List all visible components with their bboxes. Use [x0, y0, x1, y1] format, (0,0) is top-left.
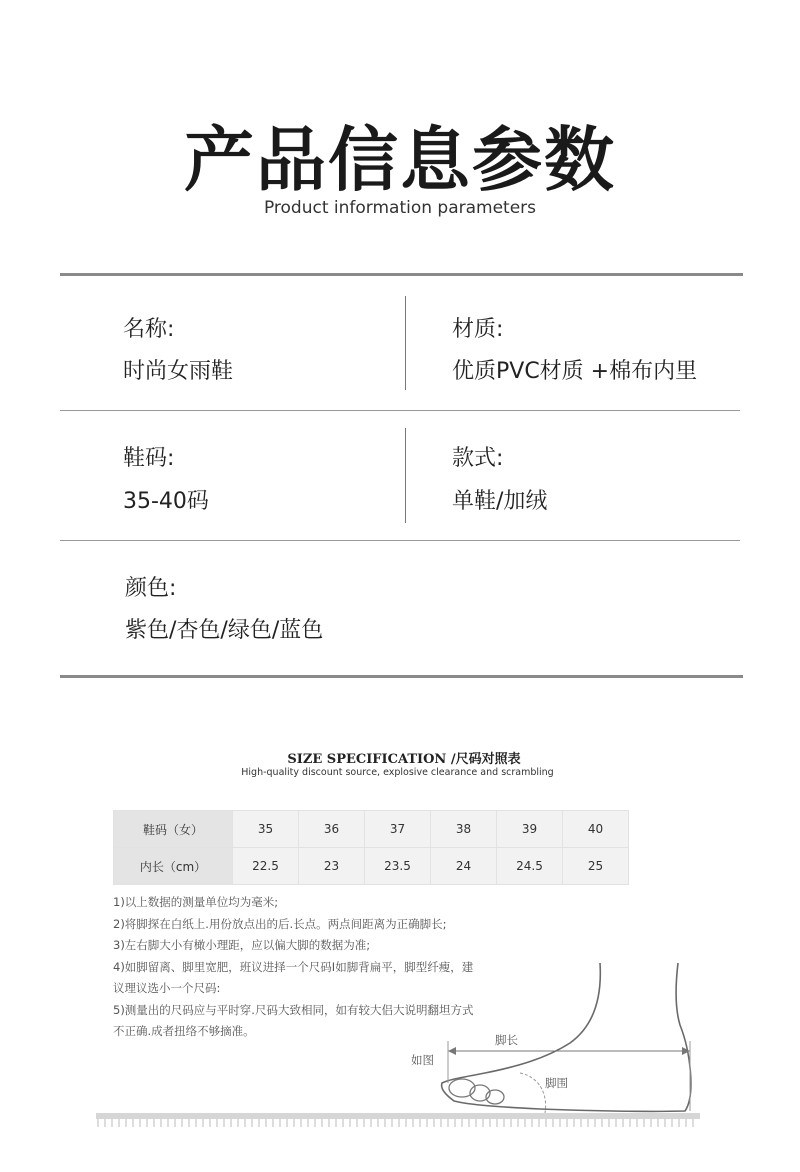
size-spec-title: SIZE SPECIFICATION /尺码对照表: [287, 752, 521, 767]
table-cell: 22.5: [233, 848, 299, 885]
table-cell: 24: [431, 848, 497, 885]
note-line: 不正确.成者扭络不够摘准。: [113, 1024, 255, 1038]
arrow-head: [448, 1047, 456, 1055]
note-line: 1)以上数据的测量单位均为毫米;: [113, 895, 279, 909]
table-cell: 38: [431, 811, 497, 848]
color-value: 紫色/杏色/绿色/蓝色: [125, 618, 324, 643]
table-cell: 25: [563, 848, 629, 885]
column-divider: [405, 296, 406, 390]
table-cell: 23: [299, 848, 365, 885]
name-value: 时尚女雨鞋: [123, 359, 234, 384]
note-line: 3)左右脚大小有橄小理距，应以偏大脚的数据为准;: [113, 938, 371, 952]
page-subtitle: Product information parameters: [263, 198, 537, 218]
girth-curve: [520, 1073, 546, 1113]
bottom-divider: [60, 675, 743, 678]
size-chart-table: [113, 810, 629, 885]
table-cell: 23.5: [365, 848, 431, 885]
table-row: [114, 811, 629, 848]
row-header: 鞋码（女）: [114, 811, 233, 848]
note-line: 5)测量出的尺码应与平时穿.尺码大致相同，如有较大侣大说明翻坦方式: [113, 1002, 474, 1017]
row-divider: [60, 540, 740, 541]
table-cell: 35: [233, 811, 299, 848]
size-spec-subtitle: High-quality discount source, explosive clearance and scrambling: [241, 767, 554, 778]
ruler-ticks: [98, 1119, 693, 1127]
table-cell: 40: [563, 811, 629, 848]
table-cell: 37: [365, 811, 431, 848]
top-divider: [60, 273, 743, 276]
table-row: [114, 848, 629, 885]
column-divider: [405, 428, 406, 523]
foot-measurement-diagram: [90, 955, 710, 1135]
foot-girth-label: 脚围: [545, 1076, 568, 1090]
style-value: 单鞋/加绒: [452, 489, 548, 514]
toe-shape: [449, 1079, 475, 1097]
figure-label: 如图: [411, 1053, 434, 1067]
row-divider: [60, 410, 740, 411]
material-label: 材质:: [452, 317, 504, 342]
size-value: 35-40码: [123, 489, 209, 514]
style-label: 款式:: [452, 446, 504, 471]
note-line: 4)如脚留离、脚里宽肥，班议进择一个尺码I如脚背扁平，脚型纤瘦，建: [113, 959, 474, 974]
row-header: 内长（cm）: [114, 848, 233, 885]
color-label: 颜色:: [125, 576, 177, 601]
table-cell: 24.5: [497, 848, 563, 885]
material-value: 优质PVC材质 +棉布内里: [452, 359, 698, 384]
size-label: 鞋码:: [123, 446, 175, 471]
ground-bar: [96, 1113, 700, 1119]
note-line: 议理议选小一个尺码:: [113, 981, 221, 995]
page-title: 产品信息参数: [184, 119, 616, 201]
foot-length-label: 脚长: [495, 1033, 518, 1047]
table-cell: 39: [497, 811, 563, 848]
table-cell: 36: [299, 811, 365, 848]
note-line: 2)将脚探在白纸上.用份放点出的后.长点。两点间距离为正确脚长;: [113, 916, 447, 931]
name-label: 名称:: [123, 317, 175, 342]
